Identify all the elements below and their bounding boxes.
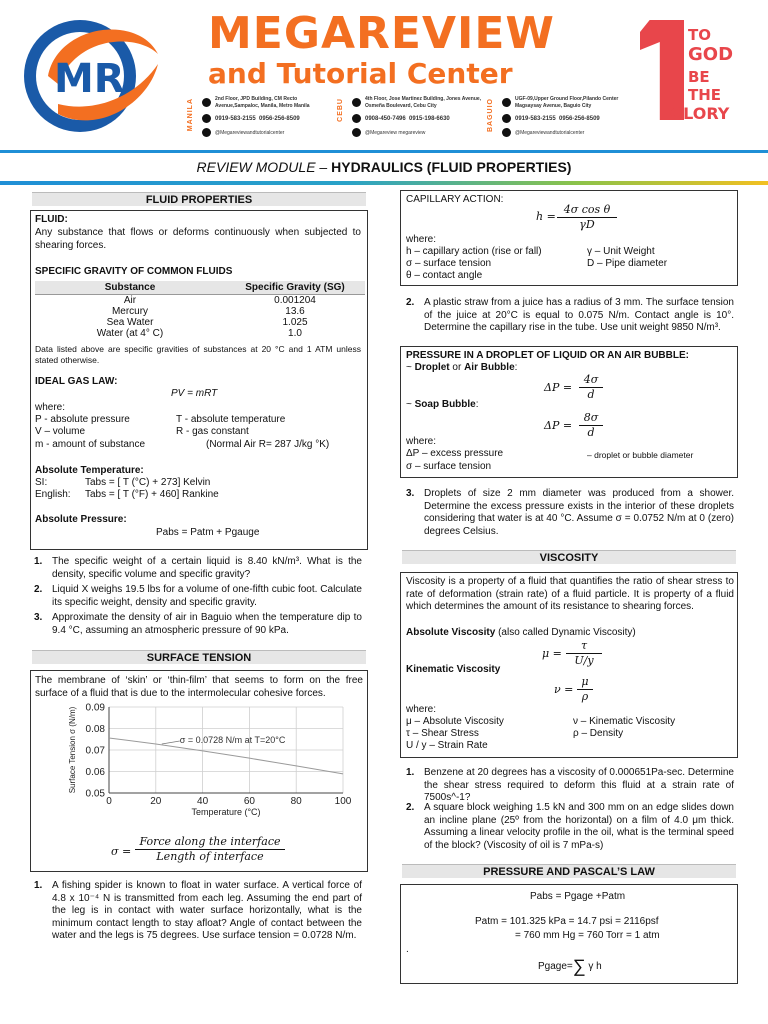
separator-dot: . bbox=[406, 944, 409, 955]
facebook-icon bbox=[502, 128, 511, 137]
fluid-label: FLUID: bbox=[35, 214, 68, 225]
case-name: Soap Bubble bbox=[414, 399, 476, 410]
ideal-gas-heading: IDEAL GAS LAW: bbox=[35, 376, 118, 387]
case-prefix: ~ bbox=[406, 399, 415, 410]
megareview-logo bbox=[18, 14, 168, 136]
viscosity-var: ρ – Density bbox=[573, 728, 624, 739]
location-manila bbox=[187, 96, 342, 146]
fraction-denominator: ρ bbox=[581, 690, 589, 703]
module-dash: – bbox=[315, 159, 332, 175]
droplet-var: – droplet or bubble diameter bbox=[587, 450, 694, 460]
glory-word: THE bbox=[688, 86, 722, 104]
table-cell: Air bbox=[123, 295, 137, 306]
kinematic-viscosity-lhs: ν = bbox=[554, 683, 574, 696]
sg-note: Data listed above are specific gravities of substances at 20 °C and 1 ATM unless stated otherwise. bbox=[35, 344, 361, 365]
problem-number: 1. bbox=[34, 556, 43, 567]
capillary-equation-lhs: h = bbox=[536, 210, 556, 223]
problem-number: 1. bbox=[34, 880, 43, 891]
sg-table bbox=[35, 281, 365, 339]
problem-number: 2. bbox=[406, 802, 415, 813]
gas-var: R - gas constant bbox=[176, 426, 249, 437]
kinematic-viscosity-fraction bbox=[577, 675, 593, 704]
gas-var: (Normal Air R= 287 J/kg °K) bbox=[206, 439, 330, 450]
case-name: Droplet bbox=[414, 362, 450, 373]
glory-word: GLORY bbox=[670, 104, 730, 123]
facebook-icon bbox=[202, 128, 211, 137]
gas-var: T - absolute temperature bbox=[176, 414, 286, 425]
table-cell: 1.0 bbox=[288, 328, 302, 339]
problem-text: A fishing spider is known to float in water surface. A vertical force of 4.8 x 10⁻⁴ N is transmitted from each leg. Assuming the end part of the leg is in contact with water surface horizontally, what is the minimum contact length to stay afloat? Angle of contact between the water and the legs is 75 degrees. Use surface tension = 0.0728 N/m. bbox=[52, 880, 362, 941]
problem-number: 3. bbox=[406, 488, 415, 499]
sigma-equation-lhs: σ = bbox=[111, 845, 132, 858]
si-label: SI: bbox=[35, 477, 48, 488]
to-god-be-the-glory-badge bbox=[640, 20, 748, 128]
section-heading-fluid-properties: FLUID PROPERTIES bbox=[32, 192, 366, 206]
droplet-heading: PRESSURE IN A DROPLET OF LIQUID OR AN AIR BUBBLE: bbox=[406, 350, 689, 361]
problem-text: Liquid X weighs 19.5 lbs for a volume of one-fifth cubic foot. Calculate its specific weight, density and specific gravity. bbox=[52, 584, 362, 608]
gas-var: m - amount of substance bbox=[35, 439, 146, 450]
section-heading-pascals-law: PRESSURE AND PASCAL’S LAW bbox=[402, 864, 736, 878]
annotation-label: σ = 0.0728 N/m at T=20°C bbox=[179, 734, 286, 745]
fraction-denominator: d bbox=[587, 426, 595, 439]
absolute-pressure-heading: Absolute Pressure: bbox=[35, 514, 127, 525]
problem-number: 1. bbox=[406, 767, 415, 778]
location-cebu bbox=[337, 96, 492, 146]
capillary-var: θ – contact angle bbox=[406, 270, 483, 281]
location-handle: @Megareview megareview bbox=[365, 130, 426, 136]
gas-var: V – volume bbox=[35, 426, 86, 437]
absolute-pressure-equation: Pabs = Patm + Pgauge bbox=[156, 527, 260, 538]
glory-word: GOD bbox=[688, 44, 734, 65]
where-label: where: bbox=[406, 234, 437, 245]
pascal-box bbox=[400, 884, 738, 984]
fraction-numerator: 8σ bbox=[579, 411, 603, 426]
table-cell: Mercury bbox=[111, 306, 149, 317]
column-header: Substance bbox=[35, 281, 225, 295]
viscosity-var: ν – Kinematic Viscosity bbox=[573, 716, 676, 727]
absolute-viscosity-fraction bbox=[566, 639, 602, 668]
phone-icon bbox=[352, 114, 361, 123]
problem-number: 2. bbox=[406, 297, 415, 308]
absolute-temperature-heading: Absolute Temperature: bbox=[35, 465, 144, 476]
fraction-numerator: μ bbox=[577, 675, 593, 690]
brand-subtitle: and Tutorial Center bbox=[208, 57, 513, 90]
phone-icon bbox=[502, 114, 511, 123]
droplet-case bbox=[406, 362, 517, 375]
english-label: English: bbox=[35, 489, 71, 500]
column-header: Specific Gravity (SG) bbox=[225, 281, 365, 295]
problem-text: Benzene at 20 degrees has a viscosity of 0.000651Pa-sec. Determine the shear stress required to deform this fluid at a strain rate of 7500s^-1? bbox=[424, 767, 734, 803]
glory-word: BE bbox=[688, 68, 710, 86]
pabs-equation: Pabs = Pgage +Patm bbox=[530, 891, 626, 902]
table-cell: 13.6 bbox=[285, 306, 305, 317]
location-city: BAGUIO bbox=[487, 98, 494, 132]
table-cell: 0.001204 bbox=[274, 295, 316, 306]
y-tick-label: 0.09 bbox=[85, 702, 105, 714]
table-cell: 1.025 bbox=[282, 317, 308, 328]
location-address: 2nd Floor, JPD Building, CM Recto Avenue,Sampaloc, Manila, Metro Manila bbox=[215, 96, 310, 109]
case-suffix: : bbox=[475, 399, 479, 410]
soap-bubble-equation-lhs: ΔP = bbox=[544, 419, 573, 432]
where-label: where: bbox=[406, 704, 437, 715]
section-heading-viscosity: VISCOSITY bbox=[402, 550, 736, 564]
location-address: 4th Floor, Jose Martinez Building, Jones Avenue, Osmeña Boulevard, Cebu City bbox=[365, 96, 482, 109]
case-name: Air Bubble bbox=[464, 362, 515, 373]
table-row bbox=[35, 295, 365, 307]
viscosity-definition: Viscosity is a property of a fluid that quantifies the ratio of shear stress to rate of deformation (strain rate) of a fluid particle. It is property of a fluid which determines the amount of its resistance to shearing forces. bbox=[406, 576, 734, 612]
fraction-denominator: Length of interface bbox=[156, 850, 264, 863]
table-cell: Water (at 4° C) bbox=[96, 328, 164, 339]
problem-text: A square block weighing 1.5 kN and 300 mm on an edge slides down an incline plane (25º from the horizontal) on a film of 4.0 μm thick. Assuming a linear velocity profile in the oil, what is the terminal speed of the block? (Viscosity of oil is 7 mPa-s) bbox=[424, 802, 734, 851]
viscosity-box bbox=[400, 572, 738, 758]
ideal-gas-equation: PV = mRT bbox=[171, 388, 218, 399]
annotation-leader bbox=[162, 741, 180, 744]
module-prefix: REVIEW MODULE bbox=[196, 159, 316, 175]
droplet-var: σ – surface tension bbox=[406, 461, 492, 472]
absolute-viscosity-name: Absolute Viscosity bbox=[406, 627, 496, 638]
capillary-var: h – capillary action (rise or fall) bbox=[406, 246, 542, 257]
table-row bbox=[35, 306, 365, 317]
soap-bubble-case bbox=[406, 399, 479, 412]
patm-equivalents: = 760 mm Hg = 760 Torr = 1 atm bbox=[515, 930, 660, 941]
surface-tension-definition: The membrane of ‘skin’ or ‘thin-film’ that seems to form on the free surface of a fluid that is due to the intermolecular cohesive forces. bbox=[35, 675, 363, 699]
glory-word: TO bbox=[688, 26, 711, 44]
logo-text: MR bbox=[54, 56, 125, 102]
summation-symbol: ∑ bbox=[572, 956, 586, 976]
y-tick-label: 0.08 bbox=[85, 724, 105, 735]
gas-var: P - absolute pressure bbox=[35, 414, 130, 425]
sg-heading: SPECIFIC GRAVITY OF COMMON FLUIDS bbox=[35, 266, 233, 277]
droplet-equation-lhs: ΔP = bbox=[544, 381, 573, 394]
droplet-equation-fraction bbox=[579, 373, 603, 402]
viscosity-var: U / y – Strain Rate bbox=[406, 740, 488, 751]
where-label: where: bbox=[406, 436, 437, 447]
facebook-icon bbox=[352, 128, 361, 137]
phone-icon bbox=[202, 114, 211, 123]
location-handle: @Megareviewandtutorialcenter bbox=[515, 130, 585, 136]
pgage-equation bbox=[538, 956, 602, 976]
soap-bubble-equation-fraction bbox=[579, 411, 603, 440]
absolute-viscosity-note: (also called Dynamic Viscosity) bbox=[495, 627, 636, 638]
problem-text: Approximate the density of air in Baguio when the temperature dip to 9.4 °C, assuming an atmospheric pressure of 90 kPa. bbox=[52, 612, 362, 636]
si-equation: Tabs = [ T (°C) + 273] Kelvin bbox=[85, 477, 211, 488]
surface-tension-chart bbox=[67, 699, 357, 817]
x-tick-label: 0 bbox=[106, 796, 112, 807]
location-handle: @Megareviewandtutorialcenter bbox=[215, 130, 285, 136]
y-tick-label: 0.05 bbox=[85, 788, 105, 800]
pgage-lhs: Pgage= bbox=[538, 961, 573, 972]
problem-text: A plastic straw from a juice has a radius of 3 mm. The surface tension of the juice at 20°C is equal to 0.075 N/m. Contact angle is 10°. Determine the capillary rise in the tube. Use unit weight 9850 N/m³. bbox=[424, 297, 734, 333]
fraction-denominator: U/y bbox=[574, 654, 594, 667]
y-tick-label: 0.06 bbox=[85, 767, 105, 778]
x-tick-label: 100 bbox=[334, 796, 352, 807]
location-phones: 0919-583-2155 0956-256-8509 bbox=[515, 116, 600, 122]
x-axis-label: Temperature (°C) bbox=[191, 807, 261, 817]
patm-equation: Patm = 101.325 kPa = 14.7 psi = 2116psf bbox=[475, 916, 659, 927]
droplet-pressure-box bbox=[400, 346, 738, 478]
case-connector: or bbox=[449, 362, 465, 373]
case-prefix: ~ bbox=[406, 362, 415, 373]
kinematic-viscosity-heading: Kinematic Viscosity bbox=[406, 664, 501, 675]
table-header-row bbox=[35, 281, 365, 295]
x-tick-label: 80 bbox=[290, 796, 302, 807]
problem-number: 3. bbox=[34, 612, 43, 623]
location-phones: 0919-583-2155 0956-256-8509 bbox=[215, 116, 300, 122]
brand-title: MEGAREVIEW bbox=[208, 8, 555, 59]
pgage-rhs: γ h bbox=[588, 961, 602, 972]
x-tick-label: 60 bbox=[243, 796, 255, 807]
fraction-numerator: 4σ cos θ bbox=[557, 203, 617, 218]
capillary-var: σ – surface tension bbox=[406, 258, 492, 269]
capillary-equation-fraction bbox=[557, 203, 617, 232]
fraction-numerator: Force along the interface bbox=[135, 835, 285, 850]
problem-number: 2. bbox=[34, 584, 43, 595]
fluid-definition: Any substance that flows or deforms continuously when subjected to shearing forces. bbox=[35, 227, 361, 251]
table-cell: Sea Water bbox=[106, 317, 154, 328]
sigma-equation-fraction bbox=[135, 835, 285, 864]
x-tick-label: 20 bbox=[150, 796, 162, 807]
fraction-denominator: γD bbox=[579, 218, 595, 231]
gradient-divider bbox=[0, 181, 768, 185]
location-baguio bbox=[487, 96, 642, 146]
fluid-properties-box bbox=[30, 210, 368, 550]
x-tick-label: 40 bbox=[197, 796, 209, 807]
viscosity-var: μ – Absolute Viscosity bbox=[406, 716, 504, 727]
header-divider bbox=[0, 150, 768, 153]
where-label: where: bbox=[35, 402, 66, 413]
location-city: MANILA bbox=[187, 98, 194, 132]
table-row bbox=[35, 317, 365, 328]
fraction-numerator: τ bbox=[566, 639, 602, 654]
fraction-denominator: d bbox=[587, 388, 595, 401]
map-pin-icon bbox=[202, 98, 211, 107]
map-pin-icon bbox=[502, 98, 511, 107]
english-equation: Tabs = [ T (°F) + 460] Rankine bbox=[85, 489, 219, 500]
capillary-var: D – Pipe diameter bbox=[587, 258, 668, 269]
location-address: UGF-09,Upper Ground Floor,Pilando Center Magsaysay Avenue, Baguio City bbox=[515, 96, 619, 109]
location-city: CEBU bbox=[337, 98, 344, 122]
y-tick-label: 0.07 bbox=[85, 745, 105, 757]
y-axis-label: Surface Tension σ (N/m) bbox=[68, 706, 77, 794]
absolute-viscosity-lhs: μ = bbox=[542, 647, 562, 660]
problem-text: Droplets of size 2 mm diameter was produced from a shower. Determine the excess pressure exists in the interior of these droplets considering that water is at 40 °C. Assume σ = 0.0752 N/m at 0 (zero) degrees Celsius. bbox=[424, 488, 734, 537]
absolute-viscosity-label bbox=[406, 627, 636, 640]
problem-text: The specific weight of a certain liquid is 8.40 kN/m³. What is the density, specific volume and specific gravity? bbox=[52, 556, 362, 580]
page-header bbox=[0, 0, 768, 150]
module-title bbox=[0, 157, 768, 177]
capillary-heading: CAPILLARY ACTION: bbox=[406, 194, 504, 205]
viscosity-var: τ – Shear Stress bbox=[406, 728, 479, 739]
map-pin-icon bbox=[352, 98, 361, 107]
section-heading-surface-tension: SURFACE TENSION bbox=[32, 650, 366, 664]
capillary-var: γ – Unit Weight bbox=[587, 246, 655, 257]
droplet-var: ΔP – excess pressure bbox=[406, 448, 504, 459]
location-phones: 0908-450-7496 0915-198-6630 bbox=[365, 116, 450, 122]
case-suffix: : bbox=[514, 362, 518, 373]
capillary-action-box bbox=[400, 190, 738, 286]
fraction-numerator: 4σ bbox=[579, 373, 603, 388]
table-row bbox=[35, 328, 365, 339]
module-subject: HYDRAULICS (FLUID PROPERTIES) bbox=[331, 159, 572, 175]
surface-tension-box bbox=[30, 670, 368, 872]
